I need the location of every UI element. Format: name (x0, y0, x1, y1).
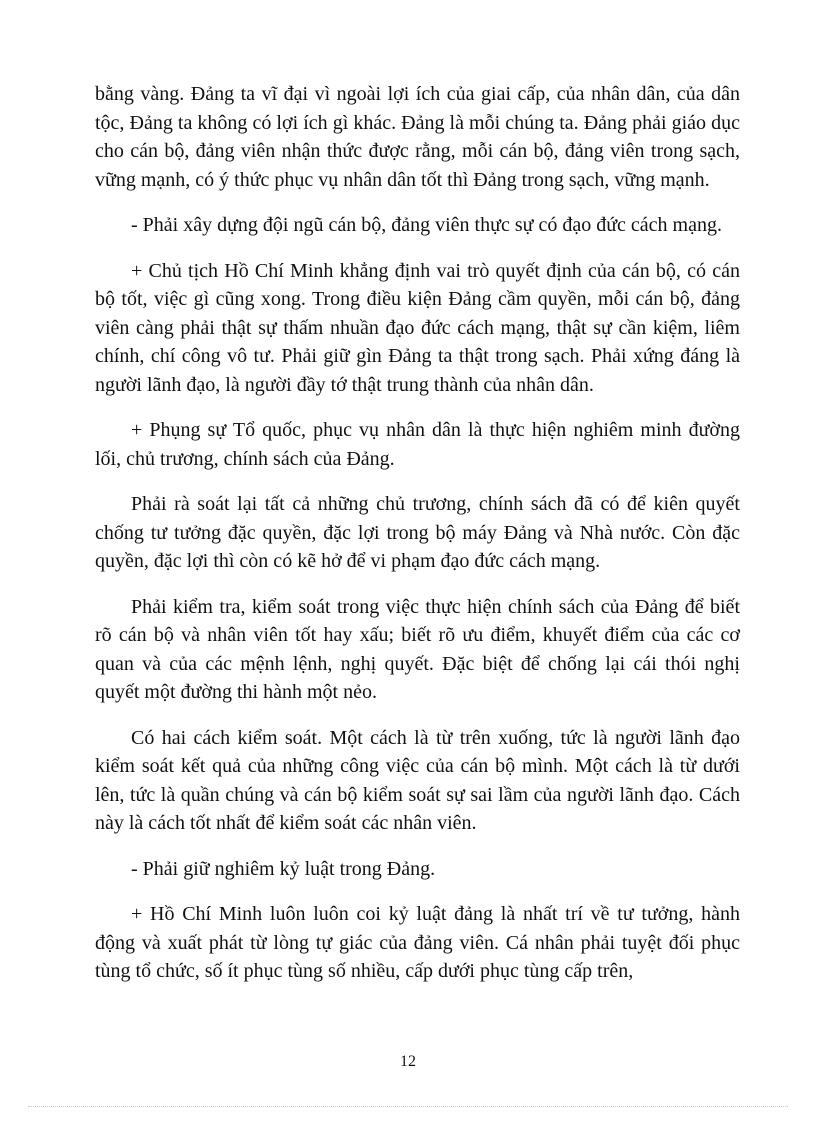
paragraph: - Phải xây dựng đội ngũ cán bộ, đảng viên thực sự có đạo đức cách mạng. (131, 214, 722, 236)
footer-divider (28, 1106, 788, 1107)
paragraph: Phải rà soát lại tất cả những chủ trương, chính sách đã có để kiên quyết chống tư tưởng đặc quyền, đặc lợi trong bộ máy Đảng và Nhà nước. Còn đặc quyền, đặc lợi thì còn có kẽ hở để vi phạm đạo đức cách mạng. (95, 493, 740, 572)
paragraph: + Phụng sự Tổ quốc, phục vụ nhân dân là thực hiện nghiêm minh đường lối, chủ trương, chính sách của Đảng. (95, 419, 740, 470)
paragraph: Phải kiểm tra, kiểm soát trong việc thực hiện chính sách của Đảng để biết rõ cán bộ và nhân viên tốt hay xấu; biết rõ ưu điểm, khuyết điểm của các cơ quan và của các mệnh lệnh, nghị quyết. Đặc biệt để chống lại cái thói nghị quyết một đường thi hành một nẻo. (95, 595, 740, 703)
paragraph: Có hai cách kiểm soát. Một cách là từ trên xuống, tức là người lãnh đạo kiểm soát kết quả của những công việc của cán bộ mình. Một cách là từ dưới lên, tức là quần chúng và cán bộ kiểm soát sự sai lầm của người lãnh đạo. Cách này là cách tốt nhất để kiểm soát các nhân viên. (95, 726, 740, 834)
page-body (95, 80, 740, 1003)
paragraph: + Chủ tịch Hồ Chí Minh khẳng định vai trò quyết định của cán bộ, có cán bộ tốt, việc gì cũng xong. Trong điều kiện Đảng cầm quyền, mỗi cán bộ, đảng viên càng phải thật sự thấm nhuần đạo đức cách mạng, thật sự cần kiệm, liêm chính, chí công vô tư. Phải giữ gìn Đảng ta thật trong sạch. Phải xứng đáng là người lãnh đạo, là người đầy tớ thật trung thành của nhân dân. (95, 259, 740, 396)
paragraph: + Hồ Chí Minh luôn luôn coi kỷ luật đảng là nhất trí về tư tưởng, hành động và xuất phát từ lòng tự giác của đảng viên. Cá nhân phải tuyệt đối phục tùng tổ chức, số ít phục tùng số nhiều, cấp dưới phục tùng cấp trên, (95, 903, 740, 982)
page-number: 12 (400, 1053, 416, 1070)
paragraph: - Phải giữ nghiêm kỷ luật trong Đảng. (131, 857, 436, 880)
paragraph: bằng vàng. Đảng ta vĩ đại vì ngoài lợi ích của giai cấp, của nhân dân, của dân tộc, Đảng ta không có lợi ích gì khác. Đảng là mỗi chúng ta. Đảng phải giáo dục cho cán bộ, đảng viên nhận thức được rằng, mỗi cán bộ, đảng viên trong sạch, vững mạnh, có ý thức phục vụ nhân dân tốt thì Đảng trong sạch, vững mạnh. (95, 83, 740, 191)
